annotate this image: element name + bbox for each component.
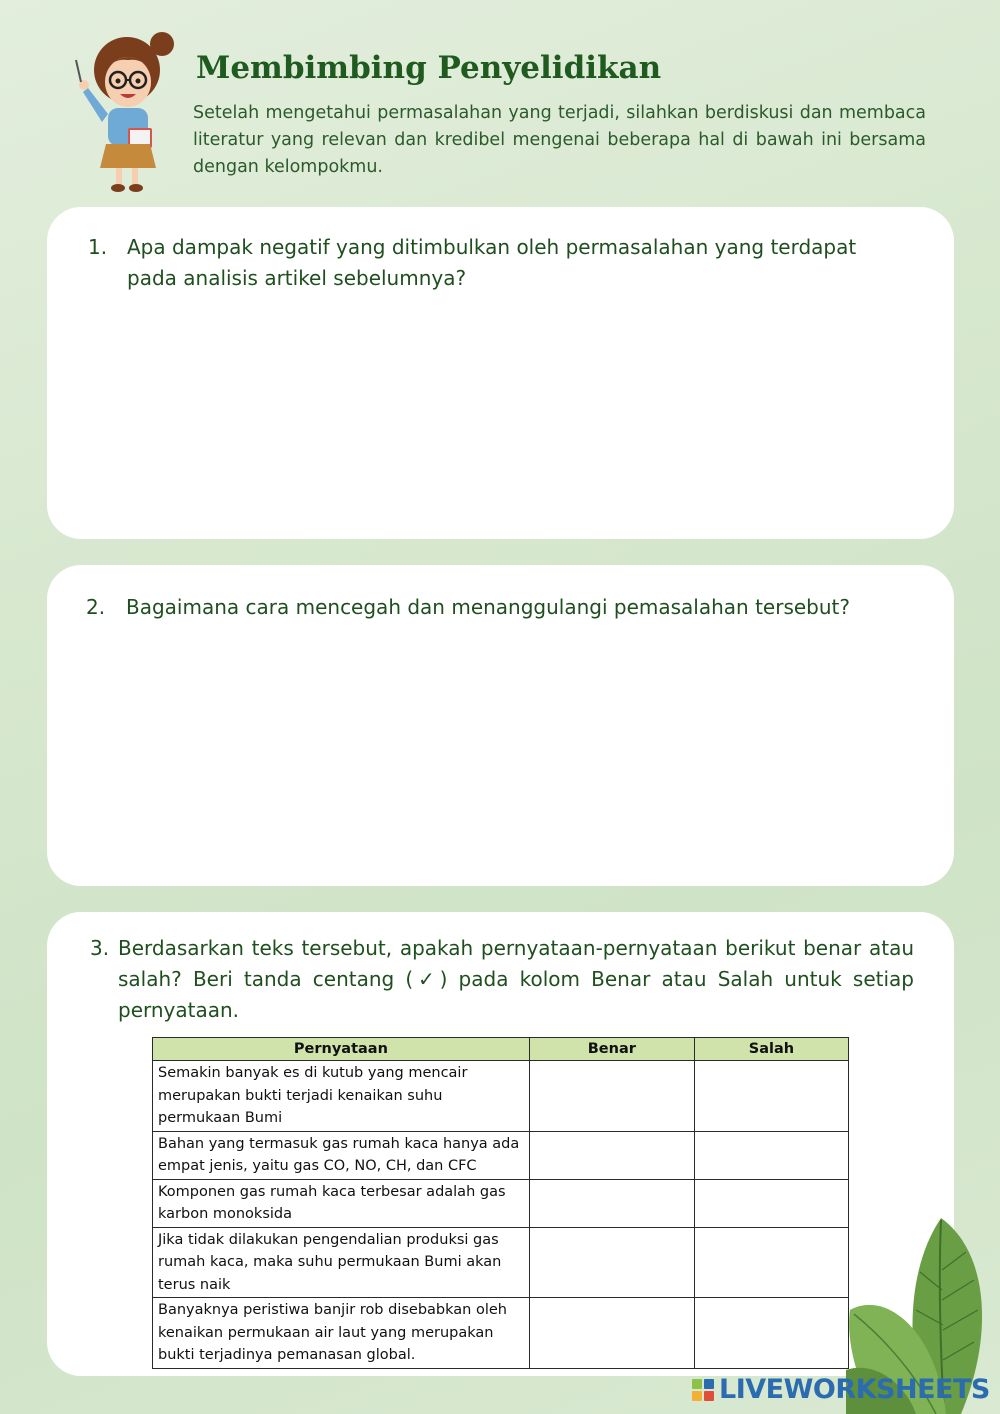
false-checkbox-cell[interactable] <box>694 1061 848 1132</box>
table-row <box>153 1179 849 1227</box>
statement-cell: Bahan yang termasuk gas rumah kaca hanya ada empat jenis, yaitu gas CO, NO, CH, dan CFC <box>153 1131 530 1179</box>
header-false: Salah <box>694 1038 848 1061</box>
question-2 <box>86 592 906 623</box>
false-checkbox-cell[interactable] <box>694 1298 848 1369</box>
false-checkbox-cell[interactable] <box>694 1131 848 1179</box>
statement-cell: Semakin banyak es di kutub yang mencair merupakan bukti terjadi kenaikan suhu permukaan Bumi <box>153 1061 530 1132</box>
header-statement: Pernyataan <box>153 1038 530 1061</box>
true-checkbox-cell[interactable] <box>529 1061 694 1132</box>
brand-name: LIVEWORKSHEETS <box>719 1374 990 1405</box>
question-text: Apa dampak negatif yang ditimbulkan oleh permasalahan yang terdapat pada analisis artikel sebelumnya? <box>127 235 857 290</box>
table-row <box>153 1298 849 1369</box>
statement-cell: Jika tidak dilakukan pengendalian produksi gas rumah kaca, maka suhu permukaan Bumi akan terus naik <box>153 1227 530 1298</box>
table-row <box>153 1131 849 1179</box>
teacher-illustration <box>72 30 187 195</box>
question-1 <box>88 232 908 294</box>
table-header-row <box>153 1038 849 1061</box>
statement-cell: Banyaknya peristiwa banjir rob disebabkan oleh kenaikan permukaan air laut yang merupakan bukti terjadinya pemanasan global. <box>153 1298 530 1369</box>
question-number: 2. <box>86 595 106 619</box>
true-checkbox-cell[interactable] <box>529 1298 694 1369</box>
question-text: Berdasarkan teks tersebut, apakah pernyataan-pernyataan berikut benar atau salah? Beri tanda centang (✓) pada kolom Benar atau Salah untuk setiap pernyataan. <box>118 936 914 1022</box>
true-checkbox-cell[interactable] <box>529 1227 694 1298</box>
table-row <box>153 1061 849 1132</box>
question-number: 3. <box>90 936 110 960</box>
false-checkbox-cell[interactable] <box>694 1227 848 1298</box>
intro-text: Setelah mengetahui permasalahan yang terjadi, silahkan berdiskusi dan membaca literatur yang relevan dan kredibel mengenai beberapa hal di bawah ini bersama dengan kelompokmu. <box>193 103 926 177</box>
false-checkbox-cell[interactable] <box>694 1179 848 1227</box>
page-title: Membimbing Penyelidikan <box>196 50 662 86</box>
header-true: Benar <box>529 1038 694 1061</box>
statement-cell: Komponen gas rumah kaca terbesar adalah gas karbon monoksida <box>153 1179 530 1227</box>
table-row <box>153 1227 849 1298</box>
liveworksheets-logo <box>692 1374 990 1405</box>
true-checkbox-cell[interactable] <box>529 1179 694 1227</box>
logo-icon <box>692 1379 714 1401</box>
statement-table <box>152 1037 849 1369</box>
question-3 <box>90 933 914 1026</box>
true-checkbox-cell[interactable] <box>529 1131 694 1179</box>
question-number: 1. <box>88 235 108 259</box>
question-text: Bagaimana cara mencegah dan menanggulangi pemasalahan tersebut? <box>126 595 851 619</box>
